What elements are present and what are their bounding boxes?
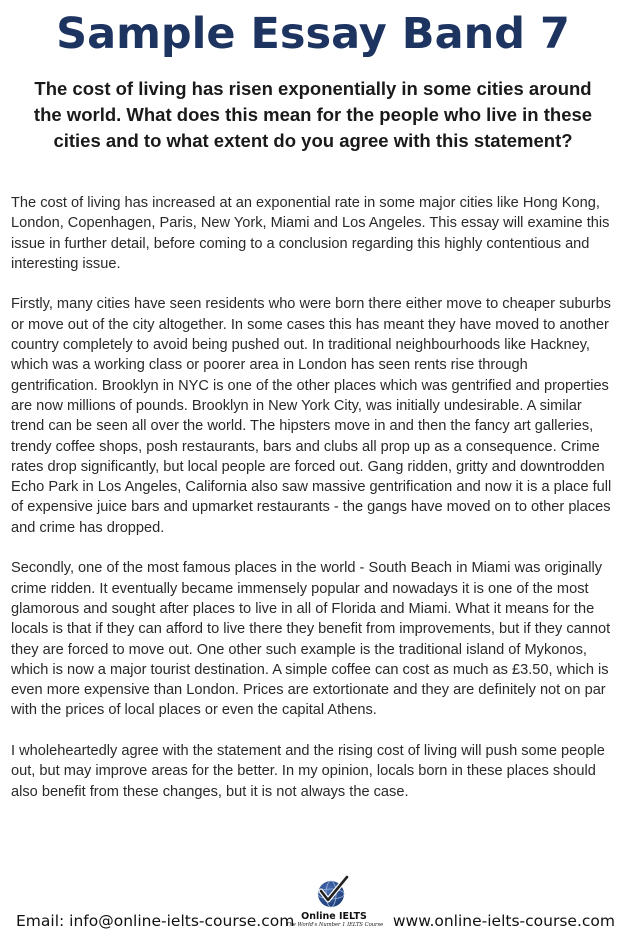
essay-paragraph-1: Firstly, many cities have seen residents who were born there either move to cheaper suburbs or move out of the city altogether. In some cases this has meant they have moved to another country completely to avoid being pushed out. In traditional neighbourhoods like Hackney, which was a working class or poorer area in London has seen rents rise through gentrification. Brooklyn in NYC is one of the other places which was gentrified and properties are now millions of pounds. Brooklyn in New York City, was initially undesirable. A similar trend can be seen all over the world. The hipsters move in and then the fancy art galleries, trendy coffee shops, posh restaurants, bars and clubs all prop up as a consequence. Crime rates drop significantly, but local people are forced out. Gang ridden, gritty and downtrodden Echo Park in Los Angeles, California also saw massive gentrification and now it is a place full of expensive juice bars and upmarket restaurants - the gangs have moved on to other places and crime has dropped.	[11, 296, 612, 536]
footer-email: Email: info@online-ielts-course.com	[16, 912, 295, 930]
essay-paragraph-conclusion: I wholeheartedly agree with the statement and the rising cost of living will push some people out, but may improve areas for the better. In my opinion, locals born in these places should also benefit from these changes, but it is not always the case.	[11, 743, 605, 800]
footer-website-link[interactable]: www.online-ielts-course.com	[392, 912, 615, 930]
page-title: Sample Essay Band 7	[56, 9, 570, 59]
online-ielts-logo	[286, 874, 382, 938]
essay-question: The cost of living has risen exponentially in some cities around the world. What does this mean for the people who live in these cities and to what extent do you agree with this statement?	[33, 78, 593, 151]
logo-tagline: The World's Number 1 IELTS Course	[286, 922, 384, 928]
essay-paragraph-intro: The cost of living has increased at an exponential rate in some major cities like Hong Kong, London, Copenhagen, Paris, New York, Miami and Los Angeles. This essay will examine this issue in further detail, before coming to a conclusion regarding this highly contentious and interesting issue.	[11, 195, 610, 272]
globe-checkmark-icon	[314, 874, 354, 910]
essay-paragraph-2: Secondly, one of the most famous places in the world - South Beach in Miami was originally crime ridden. It eventually became immensely popular and nowadays it is one of the most glamorous and sought after places to live in all of Florida and Miami. What it means for the locals is that if they can afford to live there they benefit from improvements, but if they cannot they are forced to move out. One other such example is the traditional island of Mykonos, which is now a major tourist destination. A simple coffee can cost as much as £3.50, which is even more expensive than London. Prices are extortionate and they are definitely not on par with the prices of local places or even the capital Athens.	[11, 560, 611, 719]
page-footer	[0, 868, 626, 939]
logo-name: Online IELTS	[301, 911, 367, 922]
essay-body	[11, 193, 617, 822]
